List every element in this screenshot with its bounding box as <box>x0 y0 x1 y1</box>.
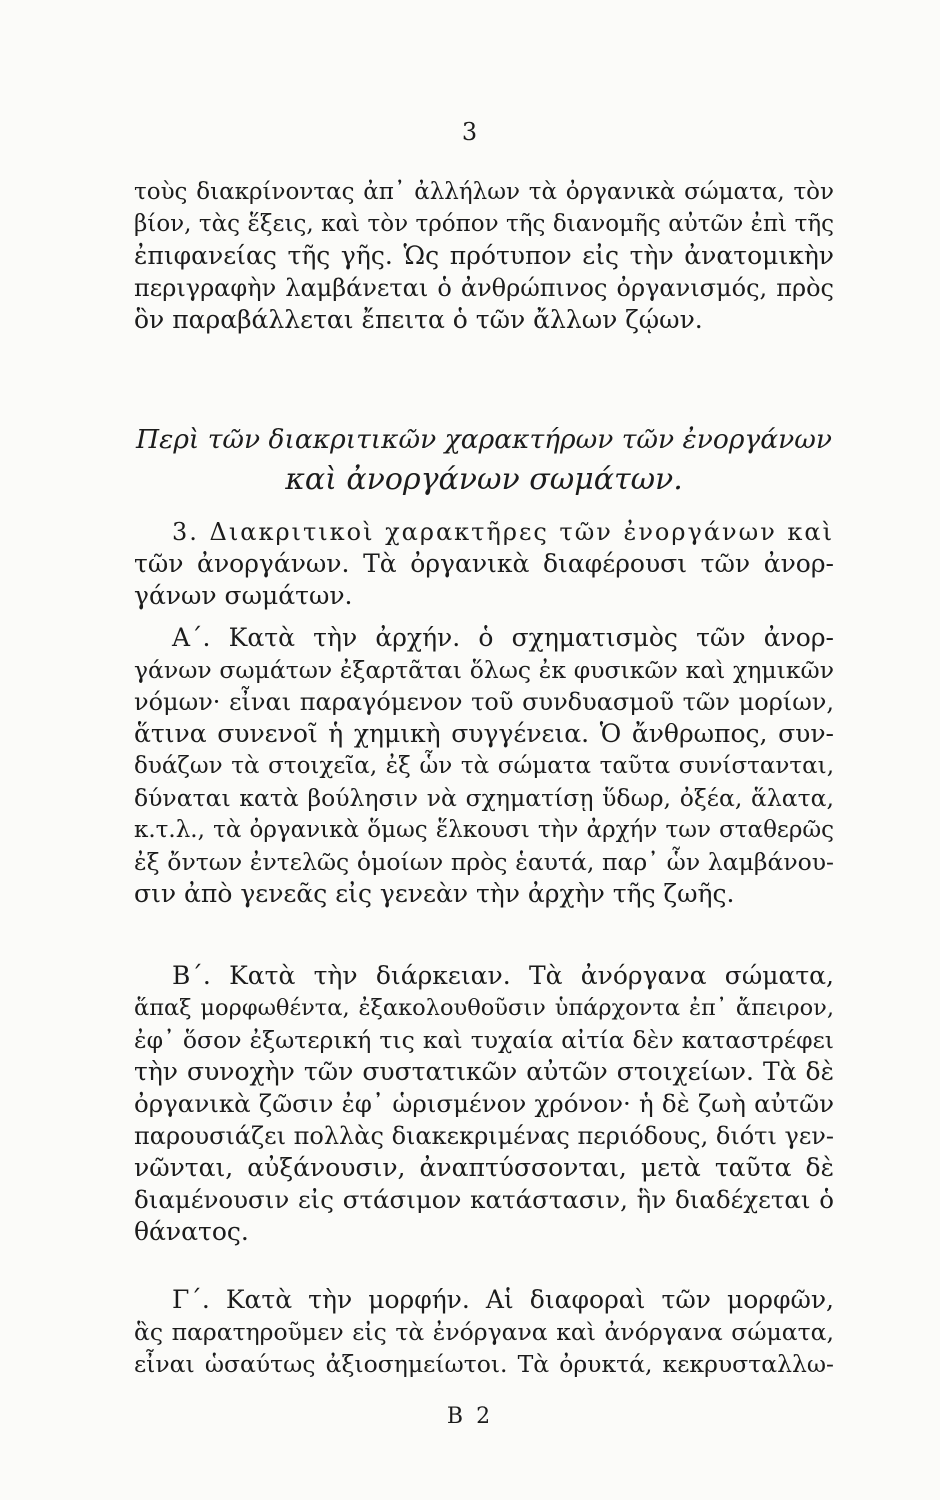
text-line: δύναται κατὰ βούλησιν νὰ σχηματίσῃ ὕδωρ, ὀξέα, ἅλατα, <box>134 784 834 812</box>
signature-mark: B 2 <box>446 1404 494 1429</box>
text-line: γάνων σωμάτων ἐξαρτᾶται ὅλως ἐκ φυσικῶν καὶ χημικῶν <box>134 656 834 684</box>
text-line: 3. Διακριτικοὶ χαρακτῆρες τῶν ἐνοργάνων καὶ <box>172 518 834 546</box>
text-line: ἃς παρατηροῦμεν εἰς τὰ ἐνόργανα καὶ ἀνόργανα σώματα, <box>134 1318 834 1346</box>
text-line: βίον, τὰς ἕξεις, καὶ τὸν τρόπον τῆς διανομῆς αὐτῶν ἐπὶ τῆς <box>134 211 834 237</box>
text-line: ἅπαξ μορφωθέντα, ἐξακολουθοῦσιν ὑπάρχοντα ἐπ᾽ ἄπειρον, <box>134 995 834 1021</box>
text-line: εἶναι ὡσαύτως ἀξιοσημείωτοι. Τὰ ὀρυκτά, κεκρυσταλλω- <box>134 1350 834 1378</box>
heading-line: καὶ ἀνοργάνων σωμάτων. <box>285 462 683 497</box>
text-line: δυάζων τὰ στοιχεῖα, ἐξ ὧν τὰ σώματα ταῦτα συνίστανται, <box>134 753 834 779</box>
text-line: περιγραφὴν λαμβάνεται ὁ ἀνθρώπινος ὀργανισμός, πρὸς <box>134 274 834 302</box>
text-line: ἐφ᾽ ὅσον ἐξωτερική τις καὶ τυχαία αἰτία δὲν καταστρέφει <box>134 1026 834 1054</box>
text-line: τὴν συνοχὴν τῶν συστατικῶν αὐτῶν στοιχείων. Τὰ δὲ <box>134 1057 834 1086</box>
text-line: ὃν παραβάλλεται ἔπειτα ὁ τῶν ἄλλων ζῴων. <box>134 305 703 334</box>
text-line: ὀργανικὰ ζῶσιν ἐφ᾽ ὡρισμένον χρόνον· ἡ δὲ ζωὴ αὐτῶν <box>134 1089 834 1118</box>
text-line: διαμένουσιν εἰς στάσιμον κατάστασιν, ἣν διαδέχεται ὁ <box>134 1185 834 1214</box>
text-line: σιν ἀπὸ γενεᾶς εἰς γενεὰν τὴν ἀρχὴν τῆς ζωῆς. <box>134 879 735 908</box>
paragraph-a <box>134 622 834 910</box>
text-line: Γ΄. Κατὰ τὴν μορφήν. Αἱ διαφοραὶ τῶν μορφῶν, <box>172 1285 834 1314</box>
heading-line: Περὶ τῶν διακριτικῶν χαρακτήρων τῶν ἐνοργάνων <box>136 424 832 455</box>
text-line: ἐπιφανείας τῆς γῆς. Ὡς πρότυπον εἰς τὴν ἀνατομικὴν <box>134 241 834 270</box>
section-heading <box>134 420 834 500</box>
paragraph-c <box>134 1284 834 1380</box>
text-line: νῶνται, αὐξάνουσιν, ἀναπτύσσονται, μετὰ ταῦτα δὲ <box>134 1153 834 1182</box>
paragraph-3 <box>134 516 834 612</box>
text-line: κ.τ.λ., τὰ ὀργανικὰ ὅμως ἕλκουσι τὴν ἀρχήν των σταθερῶς <box>134 817 834 843</box>
text-line: γάνων σωμάτων. <box>134 581 353 610</box>
text-line: τῶν ἀνοργάνων. Τὰ ὀργανικὰ διαφέρουσι τῶν ἀνορ- <box>134 549 834 578</box>
text-line: τοὺς διακρίνοντας ἀπ᾽ ἀλλήλων τὰ ὀργανικὰ σώματα, τὸν <box>134 179 834 205</box>
paragraph-b <box>134 960 834 1248</box>
text-line: παρουσιάζει πολλὰς διακεκριμένας περιόδους, διότι γεν- <box>134 1122 834 1150</box>
intro-paragraph <box>134 176 834 336</box>
page-number: 3 <box>461 118 479 146</box>
text-line: ἅτινα συνενοῖ ἡ χημικὴ συγγένεια. Ὁ ἄνθρωπος, συν- <box>134 719 834 748</box>
text-line: Β΄. Κατὰ τὴν διάρκειαν. Τὰ ἀνόργανα σώματα, <box>172 961 834 990</box>
text-line: θάνατος. <box>134 1217 249 1246</box>
text-line: ἐξ ὄντων ἐντελῶς ὁμοίων πρὸς ἑαυτά, παρ᾽ ὧν λαμβάνου- <box>134 848 834 876</box>
text-line: νόμων· εἶναι παραγόμενον τοῦ συνδυασμοῦ τῶν μορίων, <box>134 688 834 716</box>
text-line: Α΄. Κατὰ τὴν ἀρχήν. ὁ σχηματισμὸς τῶν ἀνορ- <box>172 623 834 652</box>
